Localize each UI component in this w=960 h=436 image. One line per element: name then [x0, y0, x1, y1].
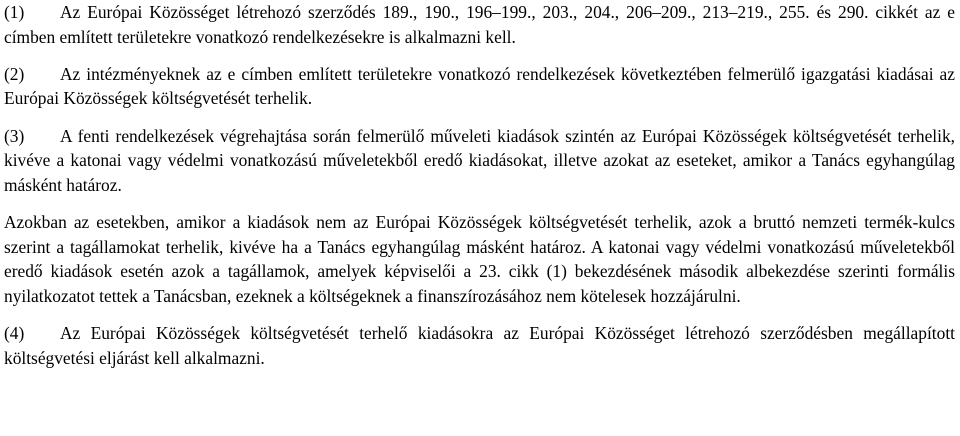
paragraph-number: (2): [4, 63, 25, 84]
paragraph-text: Az intézményeknek az e címben említett területekre vonatkozó rendelkezések következtében felmerülő igazgatási kiadásai az Európai Közösségek költségvetését terhelik.: [4, 63, 955, 109]
paragraph-2: [4, 62, 955, 111]
paragraph-text: Azokban az esetekben, amikor a kiadások nem az Európai Közösségek költségvetését terhelik, azok a bruttó nemzeti termék-kulcs szerint a tagállamokat terhelik, kivéve ha a Tanács egyhangúlag másként határoz. A katonai vagy védelmi vonatkozású műveletekből eredő kiadások esetén azok a tagállamok, amelyek képviselői a 23. cikk (1) bekezdésének második albekezdése szerinti formális nyilatkozatot tettek a Tanácsban, ezeknek a költségeknek a finanszírozásához nem kötelesek hozzájárulni.: [4, 211, 955, 306]
paragraph-1: [4, 0, 955, 49]
paragraph-3: [4, 124, 955, 198]
paragraph-text: Az Európai Közösséget létrehozó szerződés 189., 190., 196–199., 203., 204., 206–209., 213–219., 255. és 290. cikkét az e címben említett területekre vonatkozó rendelkezésekre is alkalmazni kell.: [4, 2, 955, 47]
paragraph-number: (4): [4, 322, 25, 343]
paragraph-3-continuation: [4, 210, 955, 308]
paragraph-number: (1): [4, 2, 25, 22]
paragraph-text: Az Európai Közösségek költségvetését terhelő kiadásokra az Európai Közösséget létrehozó szerződésben megállapított költségvetési eljárást kell alkalmazni.: [4, 322, 955, 368]
document-body: [4, 0, 955, 383]
paragraph-4: [4, 321, 955, 370]
paragraph-number: (3): [4, 125, 25, 146]
paragraph-text: A fenti rendelkezések végrehajtása során felmerülő műveleti kiadások szintén az Európai Közösségek költségvetését terhelik, kivéve a katonai vagy védelmi vonatkozású műveletekből eredő kiadásokat, illetve azokat az eseteket, amikor a Tanács egyhangúlag másként határoz.: [4, 125, 955, 195]
